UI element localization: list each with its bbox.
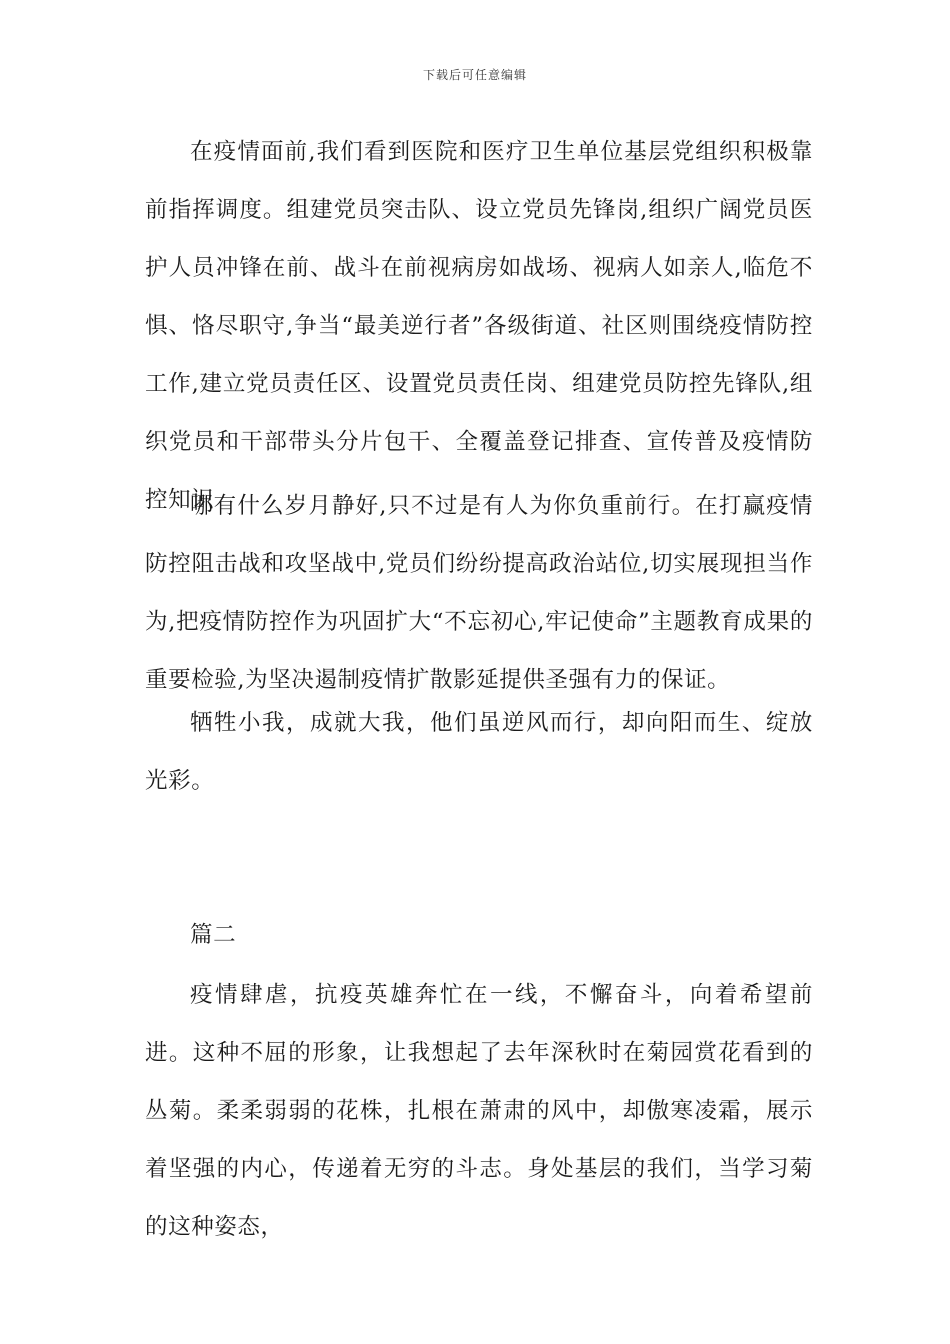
section-heading-part-two: 篇二 (190, 922, 237, 948)
paragraph-burden-forward: 哪有什么岁月静好,只不过是有人为你负重前行。在打赢疫情防控阻击战和攻坚战中,党员们纷纷提高政治站位,切实展现担当作为,把疫情防控作为巩固扩大“不忘初心,牢记使命”主题教育成果的重要检验,为坚决遏制疫情扩散影延提供圣强有力的保证。 (145, 493, 813, 693)
paragraph-epidemic-frontline: 在疫情面前,我们看到医院和医疗卫生单位基层党组织积极靠前指挥调度。组建党员突击队、设立党员先锋岗,组织广阔党员医护人员冲锋在前、战斗在前视病房如战场、视病人如亲人,临危不惧、恪尽职守,争当“最美逆行者”各级街道、社区则围绕疫情防控工作,建立党员责任区、设置党员责任岗、组建党员防控先锋队,组织党员和干部带头分片包干、全覆盖登记排查、宣传普及疫情防控知识 (145, 139, 813, 513)
paragraph-chrysanthemum: 疫情肆虐，抗疫英雄奔忙在一线，不懈奋斗，向着希望前进。这种不屈的形象，让我想起了去年深秋时在菊园赏花看到的丛菊。柔柔弱弱的花株，扎根在萧肃的风中，却傲寒凌霜，展示着坚强的内心，传递着无穷的斗志。身处基层的我们，当学习菊的这种姿态， (145, 982, 813, 1240)
page-header: 下载后可任意编辑 (422, 68, 527, 82)
paragraph-sacrifice: 牺牲小我，成就大我，他们虽逆风而行，却向阳而生、绽放光彩。 (145, 710, 813, 794)
